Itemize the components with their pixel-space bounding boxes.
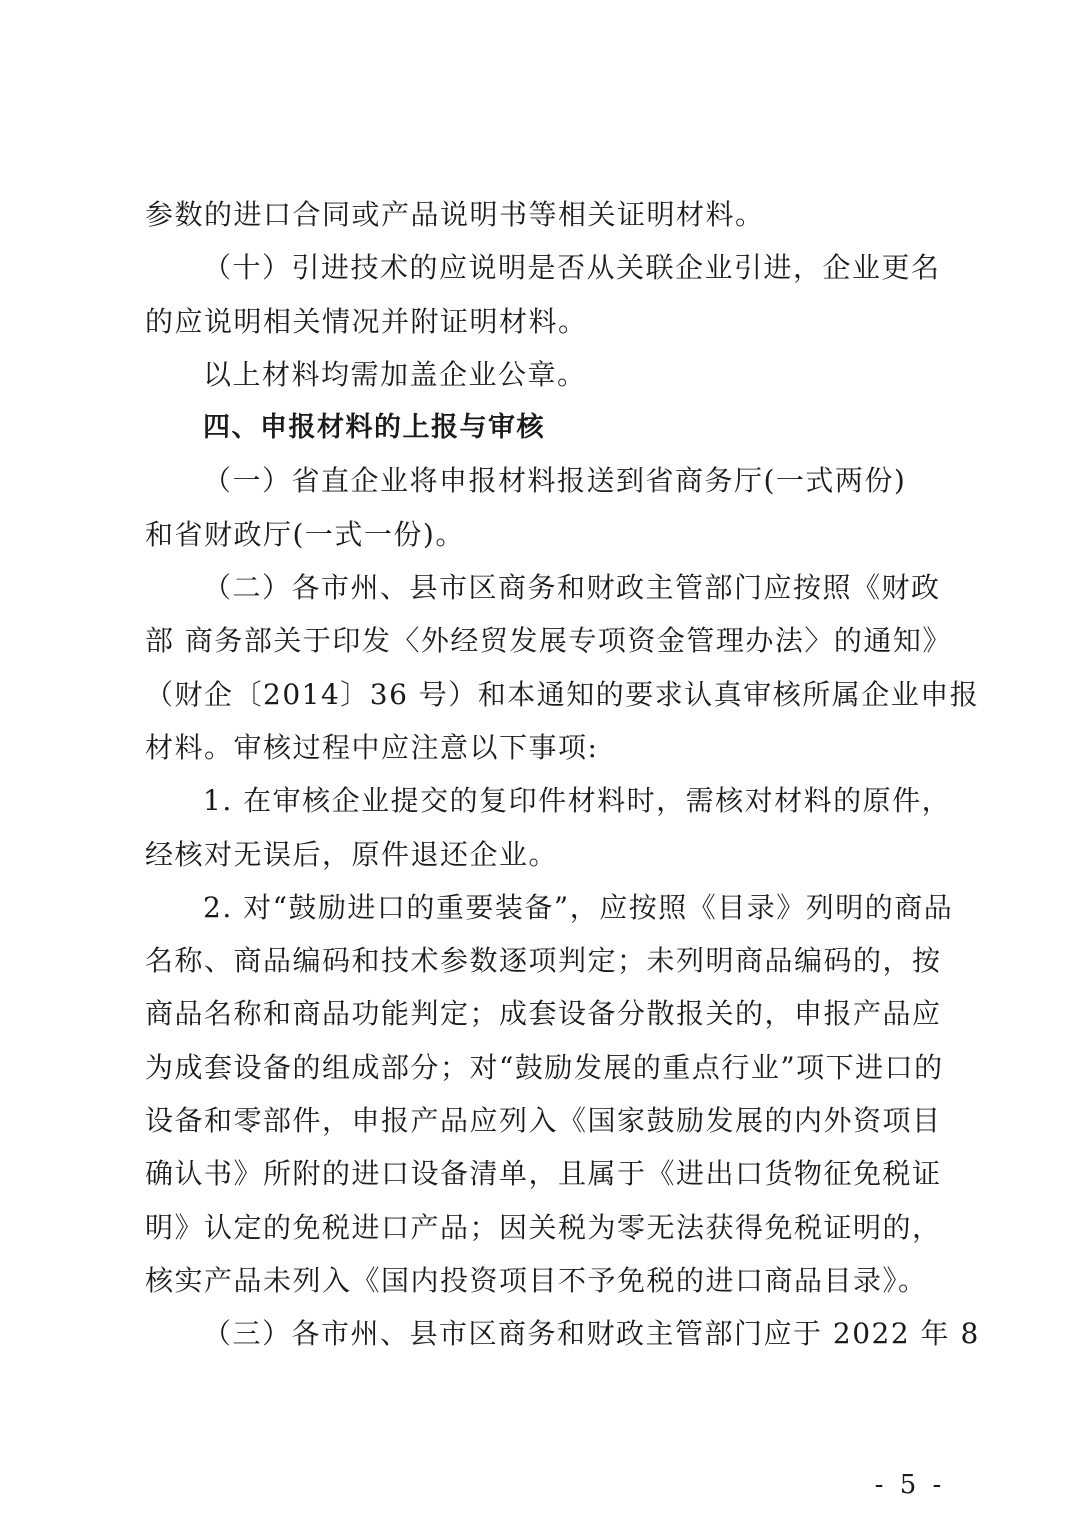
text-line: 经核对无误后，原件退还企业。 xyxy=(145,837,559,871)
text-line: 材料。审核过程中应注意以下事项: xyxy=(145,730,599,764)
text-line: 确认书》所附的进口设备清单，且属于《进出口货物征免税证 xyxy=(145,1157,942,1191)
text-line: 名称、商品编码和技术参数逐项判定；未列明商品编码的，按 xyxy=(145,944,942,978)
text-line: 设备和零部件，申报产品应列入《国家鼓励发展的内外资项目 xyxy=(145,1104,942,1138)
text-line: 部 商务部关于印发〈外经贸发展专项资金管理办法〉的通知》 xyxy=(145,624,952,658)
body-text xyxy=(145,188,980,1361)
text-line: 商品名称和商品功能判定；成套设备分散报关的，申报产品应 xyxy=(145,997,942,1031)
page-number: - 5 - xyxy=(874,1470,946,1500)
text-line: 的应说明相关情况并附证明材料。 xyxy=(145,304,588,338)
text-line: 核实产品未列入《国内投资项目不予免税的进口商品目录》。 xyxy=(145,1263,928,1297)
text-line: 明》认定的免税进口产品；因关税为零无法获得免税证明的， xyxy=(145,1210,942,1244)
text-line: 1. 在审核企业提交的复印件材料时，需核对材料的原件， xyxy=(203,784,952,818)
text-line: 2. 对“鼓励进口的重要装备”，应按照《目录》列明的商品 xyxy=(203,890,954,924)
text-line: 参数的进口合同或产品说明书等相关证明材料。 xyxy=(145,198,765,231)
text-line: 和省财政厅(一式一份)。 xyxy=(145,517,465,551)
text-line: （三）各市州、县市区商务和财政主管部门应于 2022 年 8 xyxy=(203,1317,980,1351)
text-line: （十）引进技术的应说明是否从关联企业引进，企业更名 xyxy=(203,251,941,285)
text-line: （一）省直企业将申报材料报送到省商务厅(一式两份) xyxy=(203,464,907,498)
section-heading: 四、申报材料的上报与审核 xyxy=(203,412,545,444)
text-line: 以上材料均需加盖企业公章。 xyxy=(203,357,587,391)
text-line: （财企〔2014〕36 号）和本通知的要求认真审核所属企业申报 xyxy=(145,677,980,711)
text-line: 为成套设备的组成部分；对“鼓励发展的重点行业”项下进口的 xyxy=(145,1050,944,1084)
text-line: （二）各市州、县市区商务和财政主管部门应按照《财政 xyxy=(203,571,941,605)
